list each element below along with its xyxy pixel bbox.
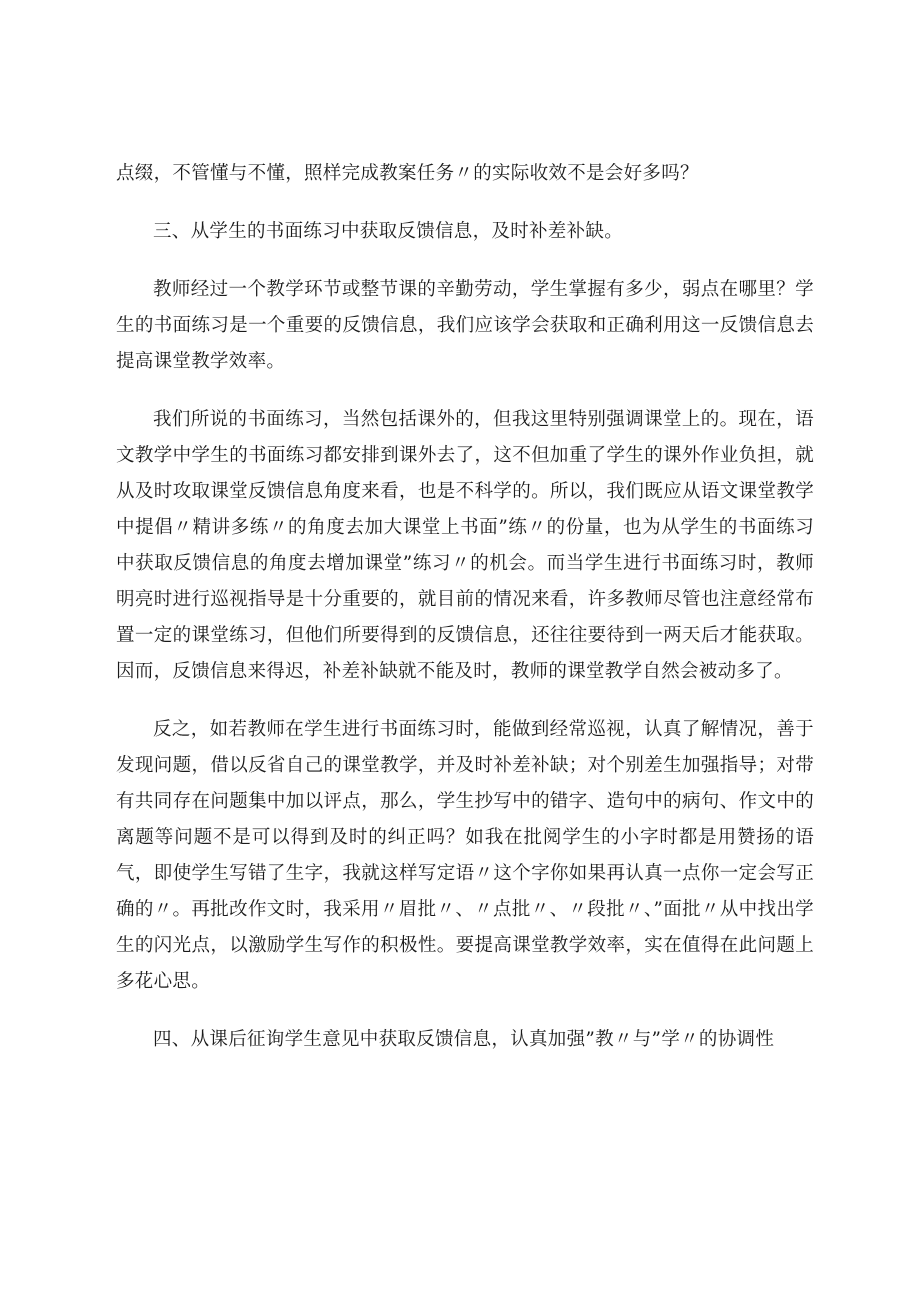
section-heading-4: 四、从课后征询学生意见中获取反馈信息，认真加强”教〃与”学〃的协调性 — [153, 1029, 775, 1050]
document-body — [116, 156, 814, 1080]
paragraph-written-practice: 我们所说的书面练习，当然包括课外的，但我这里特别强调课堂上的。现在，语文教学中学生的书面练习都安排到课外去了，这不但加重了学生的课外作业负担，就从及时攻取课堂反馈信息角度来看，也是不科学的。所以，我们既应从语文课堂教学中提倡〃精讲多练〃的角度去加大课堂上书面”练〃的份量，也为从学生的书面练习中获取反馈信息的角度去增加课堂”练习〃的机会。而当学生进行书面练习时，教师明亮时进行巡视指导是十分重要的，就目前的情况来看，许多教师尽管也注意经常布置一定的课堂练习，但他们所要得到的反馈信息，还往往要待到一两天后才能获取。因而，反馈信息来得迟，补差补缺就不能及时，教师的课堂教学自然会被动多了。 — [116, 409, 814, 682]
section-heading-3: 三、从学生的书面练习中获取反馈信息，及时补差补缺。 — [153, 221, 624, 242]
paragraph-continuation: 点缀，不管懂与不懂，照样完成教案任务〃的实际收效不是会好多吗？ — [116, 163, 699, 184]
paragraph-feedback-intro: 教师经过一个教学环节或整节课的辛勤劳动，学生掌握有多少，弱点在哪里？学生的书面练习是一个重要的反馈信息，我们应该学会获取和正确利用这一反馈信息去提高课堂教学效率。 — [116, 279, 814, 372]
paragraph-inspection: 反之，如若教师在学生进行书面练习时，能做到经常巡视，认真了解情况，善于发现问题，借以反省自己的课堂教学，并及时补差补缺；对个别差生加强指导；对带有共同存在问题集中加以评点，那么，学生抄写中的错字、造句中的病句、作文中的离题等问题不是可以得到及时的纠正吗？如我在批阅学生的小字时都是用赞扬的语气，即使学生写错了生字，我就这样写定语〃这个字你如果再认真一点你一定会写正确的〃。再批改作文时，我采用〃眉批〃、〃点批〃、〃段批〃、”面批〃从中找出学生的闪光点，以激励学生写作的积极性。要提高课堂教学效率，实在值得在此问题上多花心思。 — [116, 719, 814, 992]
